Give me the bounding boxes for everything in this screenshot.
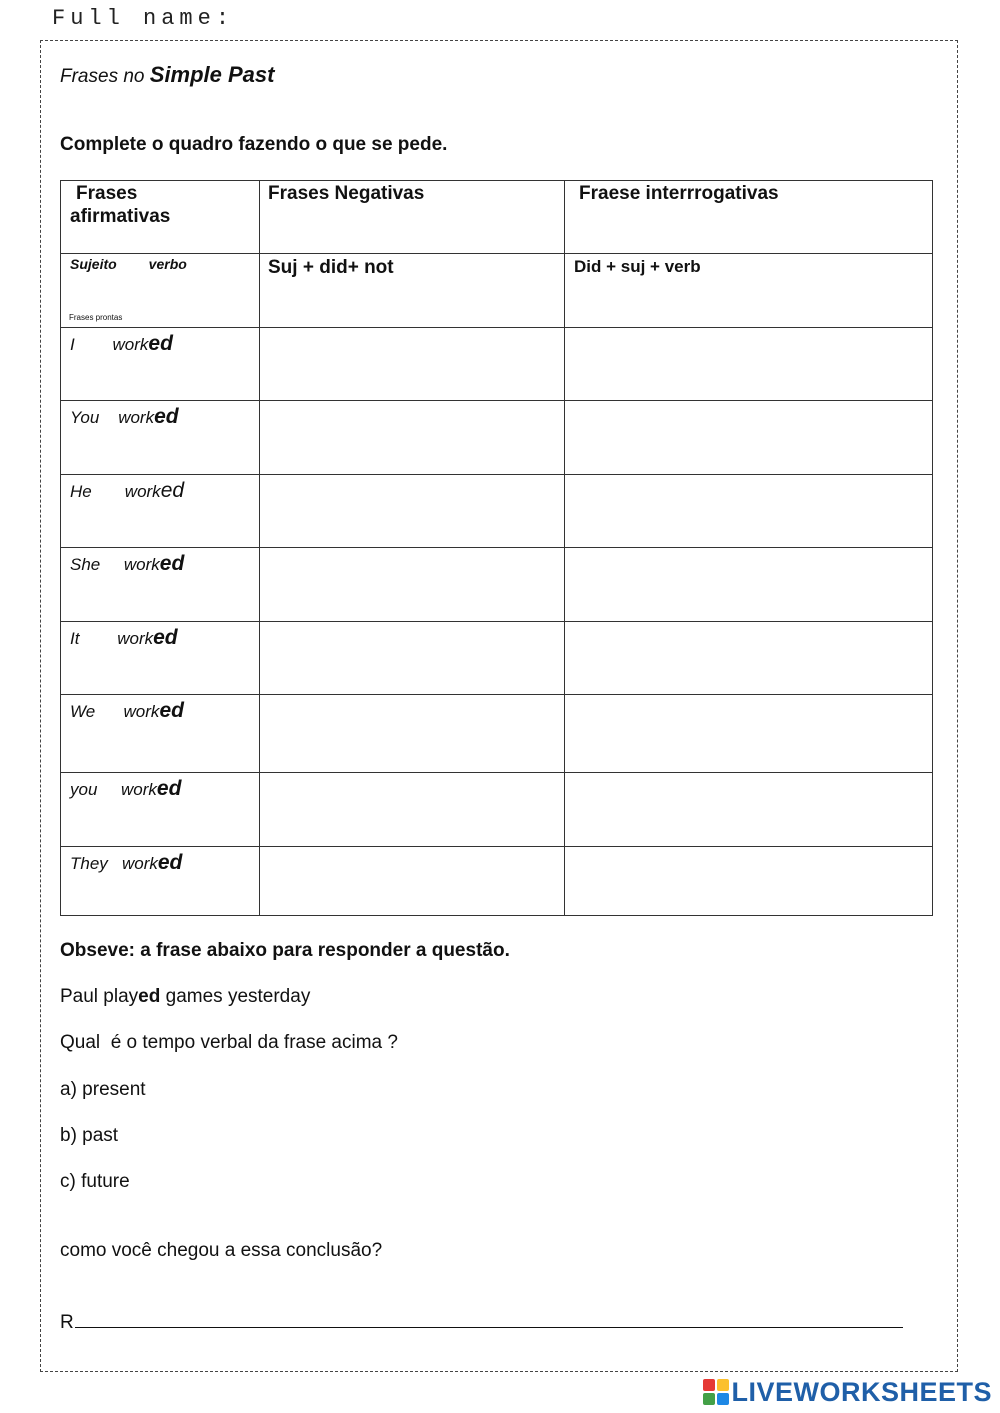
table-row [61,773,933,847]
row-lead: It work [70,629,154,648]
row-suffix: ed [160,479,185,502]
row-lead: you work [70,780,157,799]
affirmative-cell [61,622,260,695]
brand-name: LIVEWORKSHEETS [731,1376,992,1407]
affirmative-cell [61,475,260,548]
subheader-negative-formula: Suj + did+ not [268,257,394,278]
observe-instruction: Obseve: a frase abaixo para responder a questão. [60,940,510,961]
row-lead: They work [70,854,158,873]
interrogative-answer-cell[interactable] [565,773,933,847]
row-suffix: ed [154,405,179,428]
interrogative-answer-cell[interactable] [565,695,933,773]
negative-answer-cell[interactable] [260,695,565,773]
table-row [61,847,933,916]
header-affirmative [61,181,260,254]
sentence-after: games yesterday [160,986,311,1007]
row-suffix: ed [156,777,182,800]
instruction-text: Complete o quadro fazendo o que se pede. [60,134,448,155]
subheader-verb: verbo [148,256,187,272]
header-affirmative-line2: afirmativas [70,206,171,227]
row-lead: You work [70,408,155,427]
row-lead: We work [70,702,160,721]
table-row [61,401,933,475]
interrogative-answer-cell[interactable] [565,328,933,401]
example-sentence [60,986,310,1008]
subheader-interrogative-formula: Did + suj + verb [574,257,701,276]
negative-answer-cell[interactable] [260,847,565,916]
header-interrogative: Fraese interrrogativas [565,181,933,254]
affirmative-cell [61,695,260,773]
option-a[interactable]: a) present [60,1079,146,1100]
affirmative-cell [61,548,260,622]
negative-answer-cell[interactable] [260,773,565,847]
table-row [61,622,933,695]
subheader-subject: Sujeito [70,256,117,272]
affirmative-cell [61,773,260,847]
interrogative-answer-cell[interactable] [565,622,933,695]
negative-answer-cell[interactable] [260,328,565,401]
table-row [61,328,933,401]
title-prefix: Frases no [60,66,150,87]
answer-field[interactable] [60,1308,903,1334]
interrogative-answer-cell[interactable] [565,401,933,475]
row-lead: I work [70,335,149,354]
row-lead: He work [70,482,161,501]
table-header-row [61,181,933,254]
followup-question: como você chegou a essa conclusão? [60,1240,383,1261]
worksheet-title [60,62,274,88]
table-row [61,475,933,548]
negative-answer-cell[interactable] [260,548,565,622]
answer-underline [75,1308,903,1328]
table-row [61,695,933,773]
answer-prefix: R [60,1312,74,1333]
question-text: Qual é o tempo verbal da frase acima ? [60,1032,398,1053]
interrogative-answer-cell[interactable] [565,475,933,548]
negative-answer-cell[interactable] [260,401,565,475]
exercise-table [60,180,933,916]
subheader-affirmative [61,254,260,328]
row-suffix: ed [159,699,184,722]
liveworksheets-logo-icon [703,1379,729,1405]
interrogative-answer-cell[interactable] [565,847,933,916]
row-suffix: ed [157,851,183,874]
affirmative-cell [61,328,260,401]
affirmative-cell [61,401,260,475]
subheader-interrogative [565,254,933,328]
header-negative: Frases Negativas [260,181,565,254]
sentence-bold: ed [138,986,161,1007]
title-emphasis: Simple Past [149,62,275,87]
liveworksheets-brand [703,1374,992,1410]
table-subheader-row [61,254,933,328]
affirmative-cell [61,847,260,916]
full-name-label: Full name: [52,6,235,31]
negative-answer-cell[interactable] [260,475,565,548]
option-c[interactable]: c) future [60,1171,130,1192]
subheader-note: Frases prontas [69,313,123,322]
header-affirmative-line1: Frases [76,183,138,204]
subheader-negative [260,254,565,328]
negative-answer-cell[interactable] [260,622,565,695]
row-suffix: ed [159,552,185,575]
row-suffix: ed [148,332,173,355]
table-row [61,548,933,622]
row-lead: She work [70,555,160,574]
interrogative-answer-cell[interactable] [565,548,933,622]
sentence-before: Paul play [60,986,139,1007]
option-b[interactable]: b) past [60,1125,119,1146]
row-suffix: ed [153,626,178,649]
